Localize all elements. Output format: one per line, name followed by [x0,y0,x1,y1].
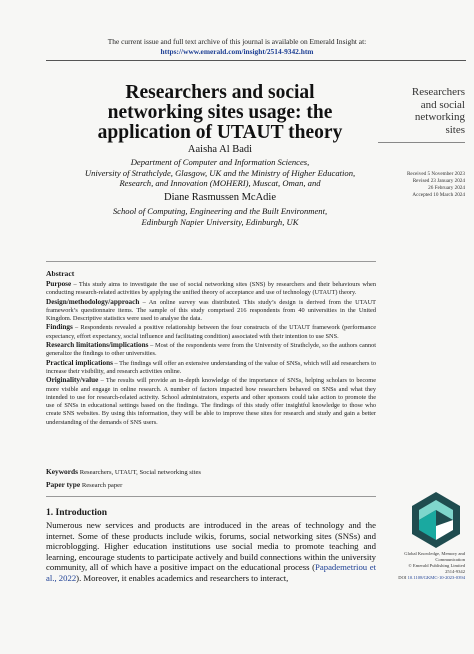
date-line: Revised 23 January 2024 [412,178,465,184]
intro-paragraph [46,520,376,583]
availability-note [0,37,474,57]
running-title [385,86,465,136]
title-line: Researchers and social [125,82,315,103]
journal-line: © Emerald Publishing Limited [408,563,465,568]
section-label: Findings [46,323,73,332]
title-line: application of UTAUT theory [97,122,343,143]
running-title-line: networking [414,111,465,123]
citation-link[interactable]: Papademetriou et al., 2022 [46,562,376,583]
section-label: Design/methodology/approach [46,297,140,306]
availability-text: The current issue and full text archive of this journal is available on Emerald Insight at: [107,37,367,46]
section-text: – Most of the respondents were from the University of Strathclyde, so the authors cannot generalize the findings to other universities. [46,342,376,358]
section-text: – Respondents revealed a positive relationship between the four constructs of the UTAUT framework (performance expectancy, effort expectancy, social influence and facilitating condition) associated with their intention to use SNS. [46,324,376,340]
intro-text: ). Moreover, it enables academics and researchers to interact, [76,572,289,583]
keywords-label: Keywords [46,467,79,476]
abstract-section [46,376,376,427]
header-rule [46,60,466,61]
keywords-text: Researchers, UTAUT, Social networking sites [79,469,201,476]
section-label: Originality/value [46,376,99,385]
keywords-rule [46,496,376,497]
journal-line: Communication [435,557,465,562]
date-line: Accepted 10 March 2024 [412,192,465,198]
author-2: Diane Rasmussen McAdie [164,192,276,203]
affiliation-2 [56,206,384,227]
affiliation-1 [56,157,384,189]
section-text: – An online survey was distributed. This study’s design is derived from the UTAUT framework’s questionnaire items. The sample of this study comprised 216 respondents from 40 universities in the United Kingdom. Descriptive statistics were used to analyse the data. [46,298,376,323]
abstract-section [46,341,376,359]
abstract-section [46,298,376,324]
aff-line: Edinburgh Napier University, Edinburgh, UK [141,216,299,227]
author-1: Aaisha Al Badi [187,144,253,155]
paper-type-text: Research paper [81,482,123,489]
abstract-section [46,359,376,377]
doi-label: DOI [398,575,407,580]
paper-type-label: Paper type [46,480,81,489]
running-title-line: sites [445,123,465,136]
doi-link[interactable]: 10.1108/GKMC-10-2023-0394 [407,575,465,580]
aff-line: Department of Computer and Information Sciences, [130,157,310,167]
section-text: – This study aims to investigate the use of social networking sites (SNS) by researchers and their behaviours when conducting research-related activities by applying the unified theory of acceptance and use of technology (UTAUT) theory. [46,281,376,297]
abstract-section [46,280,376,298]
doi-line [378,575,465,581]
abstract-rule [46,261,376,262]
aff-line: Research, and Innovation (MOHERI), Muscat, Oman, and [119,178,321,188]
section-label: Practical implications [46,358,113,367]
section-text: – The results will provide an in-depth knowledge of the importance of SNSs, helping scholars to become more visible and engage in online research. A number of factors impacted how researchers behaved on SNSs and what they intended to use for research-related activity. School administrators, experts and other sponsors could take action to promote the use of SNSs in educational settings based on the findings. The findings of this study offer insightful knowledge to those who create SNS websites. By using this information, they will be able to improve these sites for research and study and gain a better understanding of the demands of SNS users. [46,377,376,426]
journal-logo [410,490,462,550]
section-text: – The findings will offer an extensive understanding of the value of SNSs, which will aid researchers to increase their visibility, and research activities online. [46,359,376,375]
section-label: Research limitations/implications [46,341,149,350]
date-line: 26 February 2024 [428,185,465,191]
title-line: networking sites usage: the [107,102,333,123]
history-dates [378,171,465,199]
journal-info [378,551,465,581]
keywords [46,467,376,477]
section-heading: 1. Introduction [46,508,108,518]
paper-type [46,480,376,490]
abstract-heading: Abstract [46,269,75,278]
abstract-section [46,323,376,341]
aff-line: School of Computing, Engineering and the Built Environment, [112,206,328,216]
date-line: Received 5 November 2023 [406,171,465,177]
aff-line: University of Strathclyde, Glasgow, UK and the Ministry of Higher Education, [84,167,356,178]
article-title [70,83,370,143]
journal-url-link[interactable]: https://www.emerald.com/insight/2514-9342.htm [160,47,314,56]
section-label: Purpose [46,280,72,288]
intro-text: Numerous new services and products are introduced in the areas of technology and the internet. Some of these products include wikis, forums, social networking sites (SNSs) and microblogging. Higher education institutions use social media to promote teaching and learning, encourage students to participate actively and build connections within the university community, all of which have a positive impact on the educational process ( [46,520,376,572]
journal-line: 2514-9342 [445,569,465,574]
abstract-body [46,280,376,427]
journal-line: Global Knowledge, Memory and [404,551,465,556]
running-title-line: Researchers [411,86,465,98]
sidebar-rule [378,142,465,143]
running-title-line: and social [420,98,465,111]
